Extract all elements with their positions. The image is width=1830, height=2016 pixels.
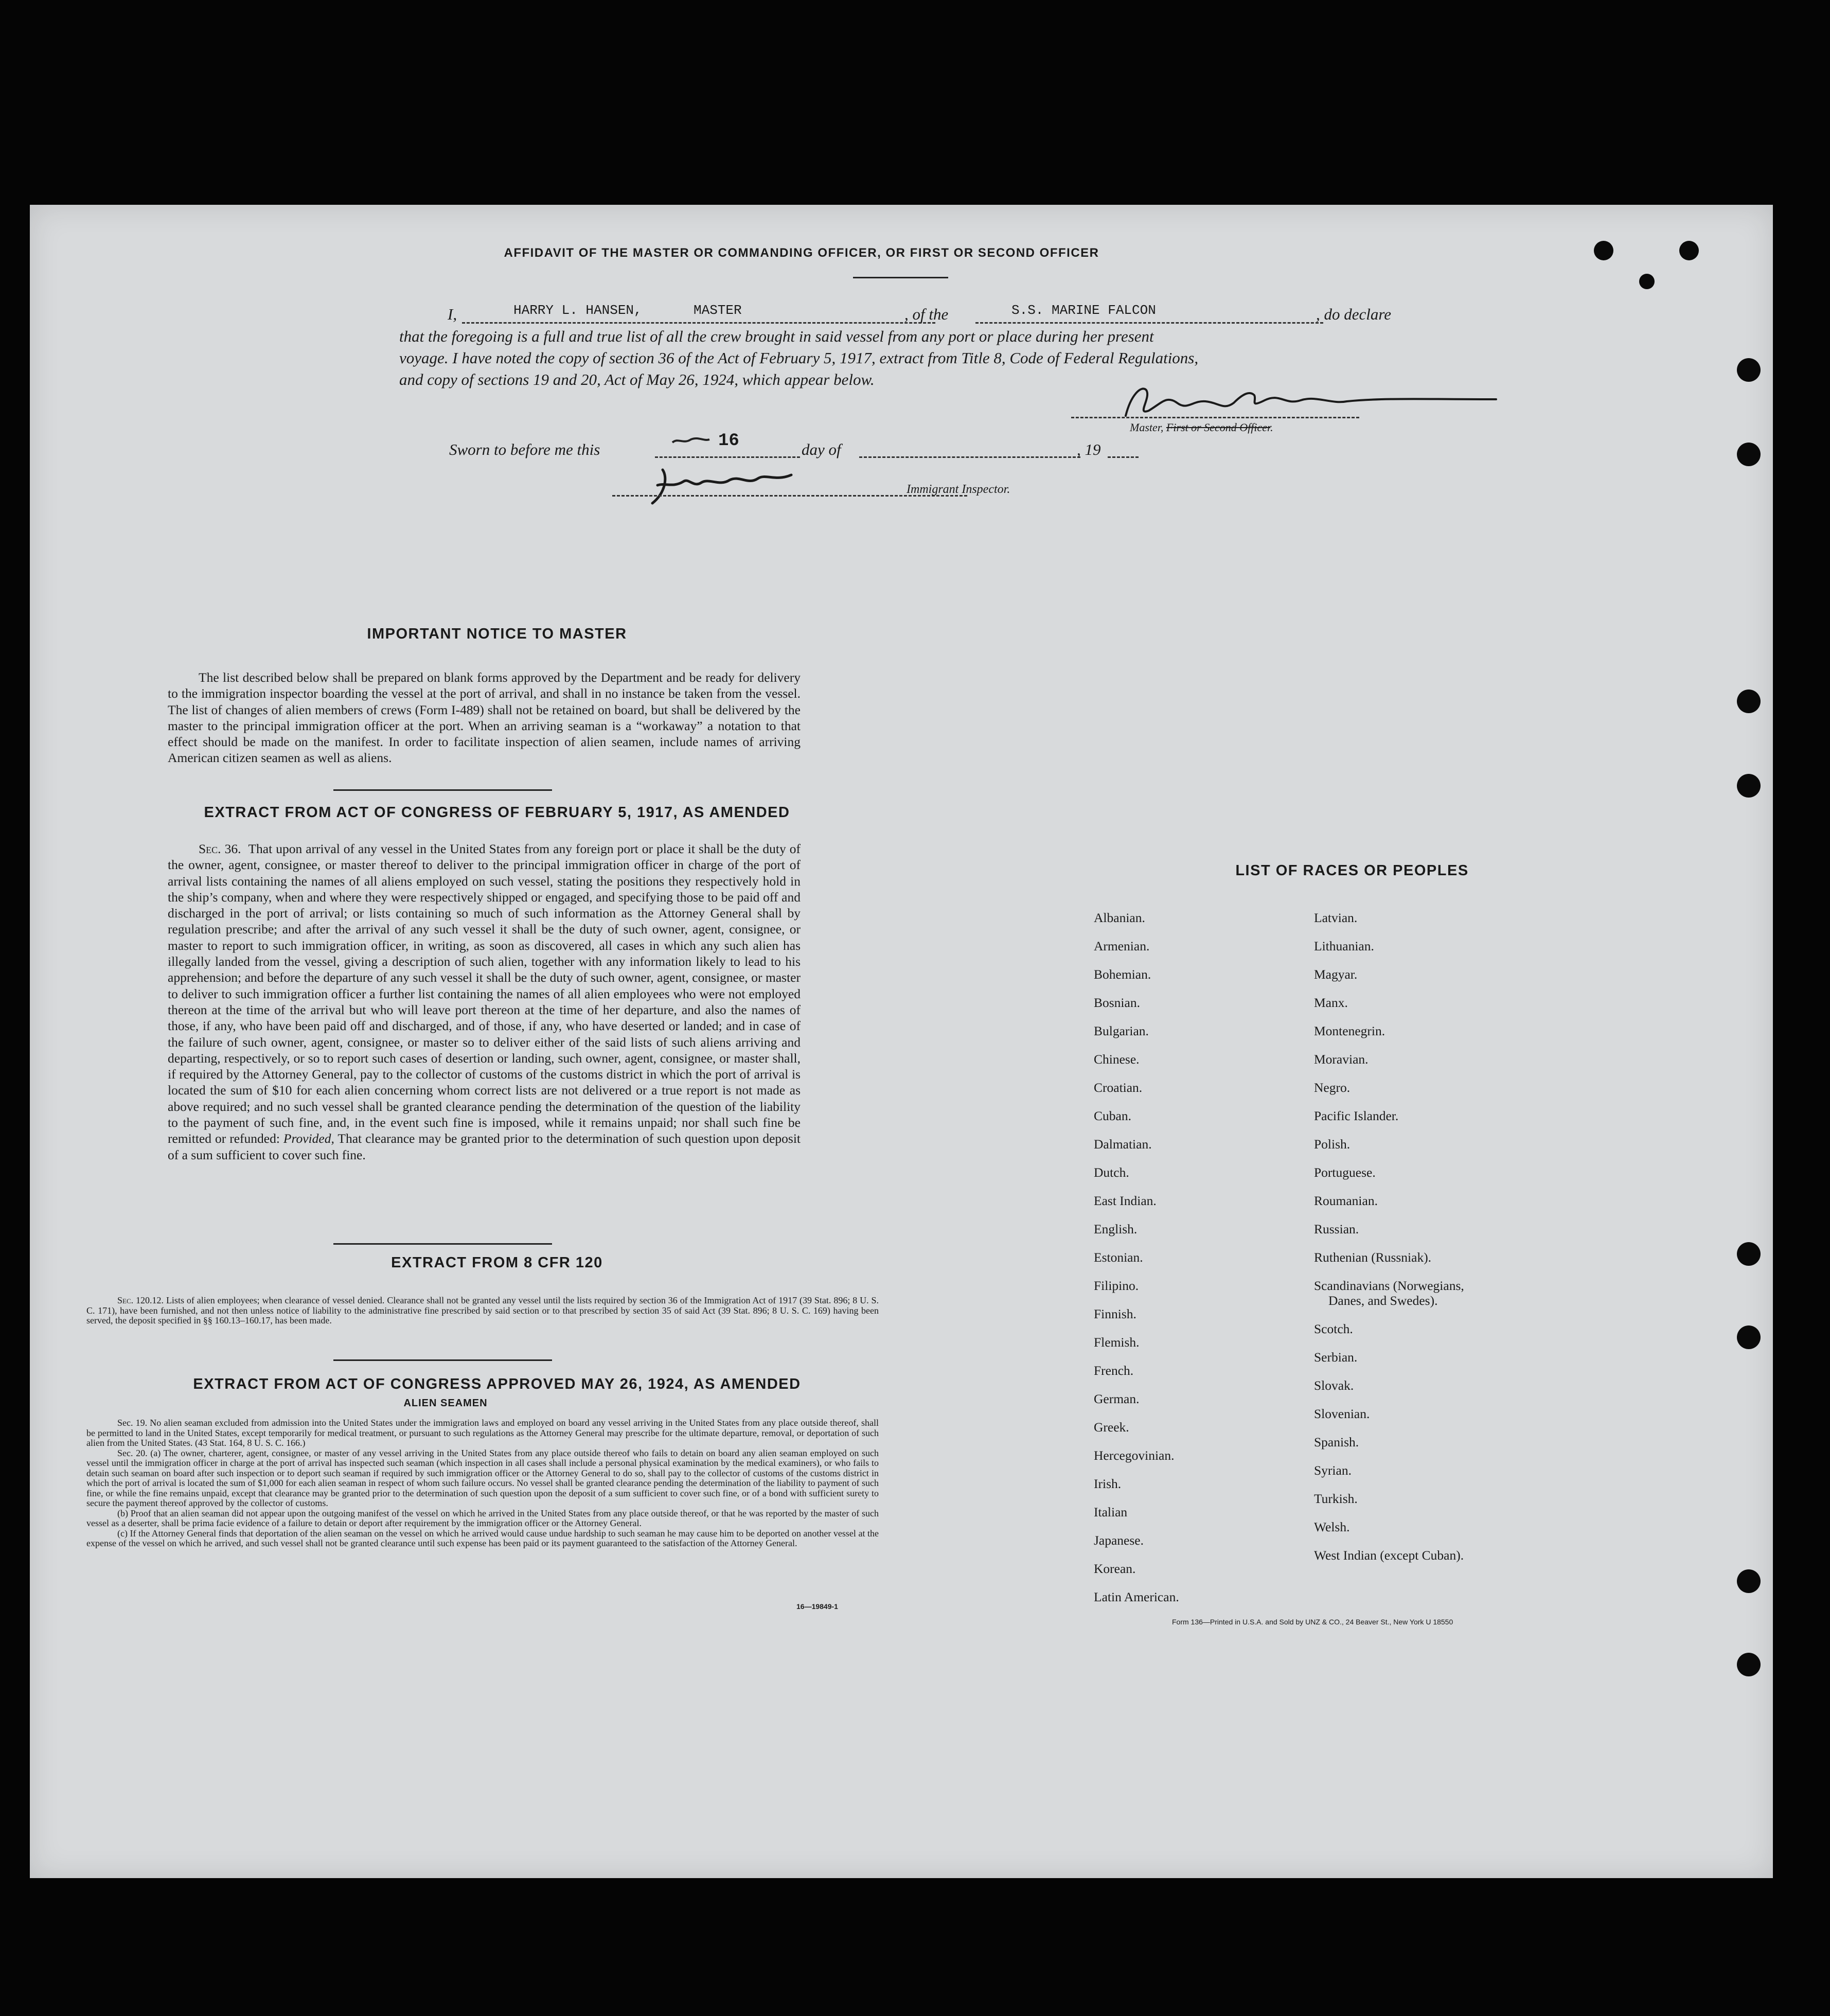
race-item: Scandinavians (Norwegians,	[1314, 1278, 1464, 1293]
race-item: Lithuanian.	[1314, 939, 1374, 953]
sec-36-text: That upon arrival of any vessel in the United States from any foreign port or place it shall be the duty of the owner, agent, consignee, or master thereof to deliver to the principal immigration officer in charge of the port of arrival lists containing the names of all aliens employed on such vessel, stating the positions they respectively hold in the ship’s company, when and where they were respectively shipped or engaged, and specifying those to be paid off and discharged in the port of arrival; or lists containing so much of such information as the Attorney General shall by regulation prescribe; and after the arrival of any such vessel it shall be the duty of such owner, agent, consignee, or master to report to such immigration officer, in writing, as soon as discovered, all cases in which any such alien has illegally landed from the vessel, giving a description of such alien, together with any information likely to lead to his apprehension; and before the departure of any such vessel it shall be the duty of such owner, agent, consignee, or master to deliver to such immigration officer a further list containing the names of all alien employees who were not employed thereon at the time of the arrival but who will leave port thereon at the time of her departure, and also the names of those, if any, who have been paid off and discharged, and of those, if any, who have deserted or landed; and in case of the failure of such owner, agent, consignee, or master so to deliver either of the said lists of such aliens arriving and departing, respectively, or so to report such cases of desertion or landing, such owner, agent, consignee, or master shall, if required by the Attorney General, pay to the collector of customs of the customs district in which the port of arrival is located the sum of $10 for each alien concerning whom correct lists are not delivered or a true report is not made as above required; and no such vessel shall be granted clearance pending the determination of the question of the liability to the payment of such fine, and, in the event such fine is imposed, while it remains unpaid; nor shall such fine be remitted or refunded:	[168, 841, 801, 1146]
race-item: Montenegrin.	[1314, 1023, 1385, 1038]
punch-hole-icon	[1594, 241, 1613, 260]
form-footer: Form 136—Printed in U.S.A. and Sold by UNZ & CO., 24 Beaver St., New York U 18550	[1172, 1618, 1453, 1626]
punch-hole-icon	[1737, 443, 1761, 466]
punch-hole-icon	[1737, 358, 1761, 382]
inspector-label: Immigrant Inspector.	[907, 483, 1010, 496]
race-item: Italian	[1094, 1505, 1128, 1519]
name-blank	[462, 322, 935, 324]
punch-hole-icon	[1639, 274, 1655, 289]
notice-title: IMPORTANT NOTICE TO MASTER	[367, 626, 627, 642]
race-item: Bulgarian.	[1094, 1023, 1149, 1038]
affidavit-line-2: that the foregoing is a full and true list of all the crew brought in said vessel from any port or place during her present	[399, 327, 1154, 345]
punch-hole-icon	[1679, 241, 1699, 260]
race-item: Spanish.	[1314, 1435, 1359, 1449]
race-item: German.	[1094, 1391, 1140, 1406]
race-item: Manx.	[1314, 995, 1348, 1010]
race-item: Greek.	[1094, 1420, 1129, 1435]
sec-120-text: Lists of alien employees; when clearance of vessel denied. Clearance shall not be granted any vessel until the lists required by section 36 of the Immigration Act of 1917 (39 Stat. 896; 8 U. S. C. 171), have been furnished, and not then unless notice of liability to the administrative fine prescribed by said section or to that prescribed by section 35 of said Act (39 Stat. 896; 8 U. S. C. 169) having been served, the deposit specified in §§ 160.13–160.17, has been made.	[86, 1295, 879, 1325]
i-label: I,	[448, 305, 457, 323]
do-declare-label: , do declare	[1316, 305, 1392, 323]
punch-hole-icon	[1737, 1569, 1761, 1593]
divider	[333, 1243, 552, 1245]
punch-hole-icon	[1737, 689, 1761, 713]
affidavit-line-4: and copy of sections 19 and 20, Act of May 26, 1924, which appear below.	[399, 370, 875, 388]
race-item: Albanian.	[1094, 910, 1145, 925]
races-column-2	[1314, 904, 1582, 1569]
race-item: French.	[1094, 1363, 1134, 1378]
race-item: Latvian.	[1314, 910, 1358, 925]
sec-20b-text: (b) Proof that an alien seaman did not appear upon the outgoing manifest of the vessel on which he arrived in the United States from any place outside thereof, or that he was reported by the master of such vessel as a deserter, shall be prima facie evidence of a failure to detain or deport after requirement by the immigration officer or the Attorney General.	[86, 1508, 879, 1528]
affidavit-line-3: voyage. I have noted the copy of section 36 of the Act of February 5, 1917, extract from Title 8, Code of Federal Regulations,	[399, 349, 1199, 367]
sec-19-text: Sec. 19. No alien seaman excluded from admission into the United States under the immigration laws and employed on board any vessel arriving in the United States from any place outside thereof, shall be permitted to land in the United States, except temporarily for medical treatment, or pursuant to such regulations as the Attorney General may prescribe for the ultimate departure, removal, or deportation of such alien from the United States. (43 Stat. 164, 8 U. S. C. 166.)	[86, 1418, 879, 1448]
extract-cfr-body	[86, 1296, 879, 1326]
race-item: Polish.	[1314, 1137, 1351, 1152]
race-item: Scotch.	[1314, 1321, 1353, 1336]
punch-hole-icon	[1737, 1242, 1761, 1266]
race-item: Portuguese.	[1314, 1165, 1376, 1180]
extract-cfr-title: EXTRACT FROM 8 CFR 120	[391, 1254, 603, 1271]
affidavit-title: AFFIDAVIT OF THE MASTER OR COMMANDING OFFICER, OR FIRST OR SECOND OFFICER	[504, 246, 1099, 260]
race-item: Roumanian.	[1314, 1193, 1378, 1208]
races-column-1	[1094, 904, 1300, 1611]
extract-1924-body	[86, 1418, 879, 1549]
race-item: Moravian.	[1314, 1052, 1369, 1067]
sec-20c-text: (c) If the Attorney General finds that deportation of the alien seaman on the vessel on which he arrived would cause undue hardship to such seaman he may cause him to be deported on another vessel at the expense of the vessel on which he arrived, and such vessel shall not be granted clearance until such expense has been paid or its payment guaranteed to the satisfaction of the Attorney General.	[86, 1528, 879, 1548]
race-item: Bosnian.	[1094, 995, 1140, 1010]
day-of-label: day of	[802, 440, 841, 458]
extract-1917-body	[168, 841, 801, 1163]
sec-20a-text: Sec. 20. (a) The owner, charterer, agent, consignee, or master of any vessel arriving in the United States from any place outside thereof who fails to detain on board any alien seaman employed on such vessel until the immigration officer in charge at the port of arrival has inspected such seaman (which inspection in all cases shall include a personal physical examination by the medical examiners), or who fails to detain such seaman on board after such inspection or to deport such seaman if required by such immigration officer or the Attorney General to do so, shall pay to the collector of customs of the customs district in which the port of arrival is located the sum of $1,000 for each alien seaman in respect of whom such failure occurs. No vessel shall be granted clearance pending the determination of the liability to payment of such fine, or while the fine remains unpaid, except that clearance may be granted prior to the determination of such question upon the deposit of a sum sufficient to cover such fine, or of a bond with sufficient surety to secure the payment thereof approved by the collector of customs.	[86, 1447, 879, 1508]
race-item: Estonian.	[1094, 1250, 1143, 1265]
vessel-blank	[975, 322, 1323, 324]
day-blank	[655, 456, 800, 458]
master-caption-struck: First or Second Officer	[1166, 421, 1271, 434]
punch-hole-icon	[1737, 1325, 1761, 1349]
form-code: 16—19849-1	[796, 1602, 838, 1611]
race-item: Cuban.	[1094, 1108, 1131, 1123]
master-name: HARRY L. HANSEN,	[513, 303, 642, 318]
notice-body: The list described below shall be prepared on blank forms approved by the Department and be ready for delivery to the immigration inspector boarding the vessel at the port of arrival, and shall in no instance be taken from the vessel. The list of changes of alien members of crews (Form I-489) shall not be retained on board, but shall be delivered by the master to the principal immigration officer at the port. When an arriving seaman is a “workaway” a notation to that effect should be made on the manifest. In order to facilitate inspection of alien seamen, include names of arriving American citizen seamen as well as aliens.	[168, 670, 801, 766]
race-item: Slovenian.	[1314, 1406, 1370, 1421]
extract-1917-title: EXTRACT FROM ACT OF CONGRESS OF FEBRUARY 5, 1917, AS AMENDED	[204, 804, 790, 821]
extract-1924-subtitle: ALIEN SEAMEN	[403, 1398, 488, 1409]
race-item: Slovak.	[1314, 1378, 1354, 1393]
race-item: Filipino.	[1094, 1278, 1139, 1293]
race-item: Negro.	[1314, 1080, 1351, 1095]
race-item: East Indian.	[1094, 1193, 1157, 1208]
race-item: Dutch.	[1094, 1165, 1129, 1180]
punch-hole-icon	[1737, 1653, 1761, 1676]
race-item: Welsh.	[1314, 1519, 1350, 1534]
race-item: Korean.	[1094, 1561, 1136, 1576]
provided-label: Provided,	[283, 1131, 334, 1146]
race-item: Syrian.	[1314, 1463, 1352, 1478]
sec-36-label: Sec. 36.	[199, 841, 241, 856]
race-item: Latin American.	[1094, 1589, 1179, 1604]
race-item: Chinese.	[1094, 1052, 1140, 1067]
race-item: English.	[1094, 1222, 1138, 1236]
race-item: Flemish.	[1094, 1335, 1140, 1350]
race-item: Hercegovinian.	[1094, 1448, 1175, 1463]
year-blank	[1108, 456, 1139, 458]
of-the-label: , of the	[904, 305, 949, 323]
race-item: Croatian.	[1094, 1080, 1143, 1095]
master-caption: Master, First or Second Officer.	[1130, 421, 1273, 434]
race-item: Dalmatian.	[1094, 1137, 1152, 1152]
divider	[333, 1359, 552, 1361]
punch-hole-icon	[1737, 774, 1761, 798]
sec-120-label: Sec. 120.12.	[117, 1295, 164, 1305]
race-item: West Indian (except Cuban).	[1314, 1548, 1464, 1563]
form-sheet	[30, 205, 1773, 1878]
master-signature	[1115, 380, 1506, 426]
divider	[853, 277, 948, 278]
race-item: Irish.	[1094, 1476, 1122, 1491]
race-item: Magyar.	[1314, 967, 1358, 982]
race-item: Finnish.	[1094, 1306, 1136, 1321]
races-title: LIST OF RACES OR PEOPLES	[1235, 862, 1469, 879]
race-item: Pacific Islander.	[1314, 1108, 1399, 1123]
sworn-label: Sworn to before me this	[449, 440, 600, 458]
extract-1924-title: EXTRACT FROM ACT OF CONGRESS APPROVED MAY 26, 1924, AS AMENDED	[193, 1376, 801, 1392]
inspector-signature	[637, 462, 812, 508]
year-label: , 19	[1077, 440, 1101, 458]
sec-36-text-end: That clearance may be granted prior to the determination of such question upon deposit of a sum sufficient to cover such fine.	[168, 1131, 801, 1162]
month-blank	[859, 456, 1080, 458]
race-item: Ruthenian (Russniak).	[1314, 1250, 1432, 1265]
race-item: Bohemian.	[1094, 967, 1151, 982]
vessel-name: S.S. MARINE FALCON	[1011, 303, 1156, 318]
master-rank: MASTER	[694, 303, 742, 318]
race-item: Danes, and Swedes).	[1328, 1293, 1438, 1308]
race-item: Armenian.	[1094, 939, 1150, 953]
race-item: Russian.	[1314, 1222, 1359, 1236]
race-item: Serbian.	[1314, 1350, 1358, 1365]
divider	[333, 789, 552, 791]
day-scribble	[670, 433, 712, 449]
signature-blank	[1071, 417, 1359, 418]
master-caption-label: Master,	[1130, 421, 1164, 434]
race-item: Turkish.	[1314, 1491, 1358, 1506]
race-item: Japanese.	[1094, 1533, 1144, 1548]
sworn-day: 16	[718, 431, 739, 451]
